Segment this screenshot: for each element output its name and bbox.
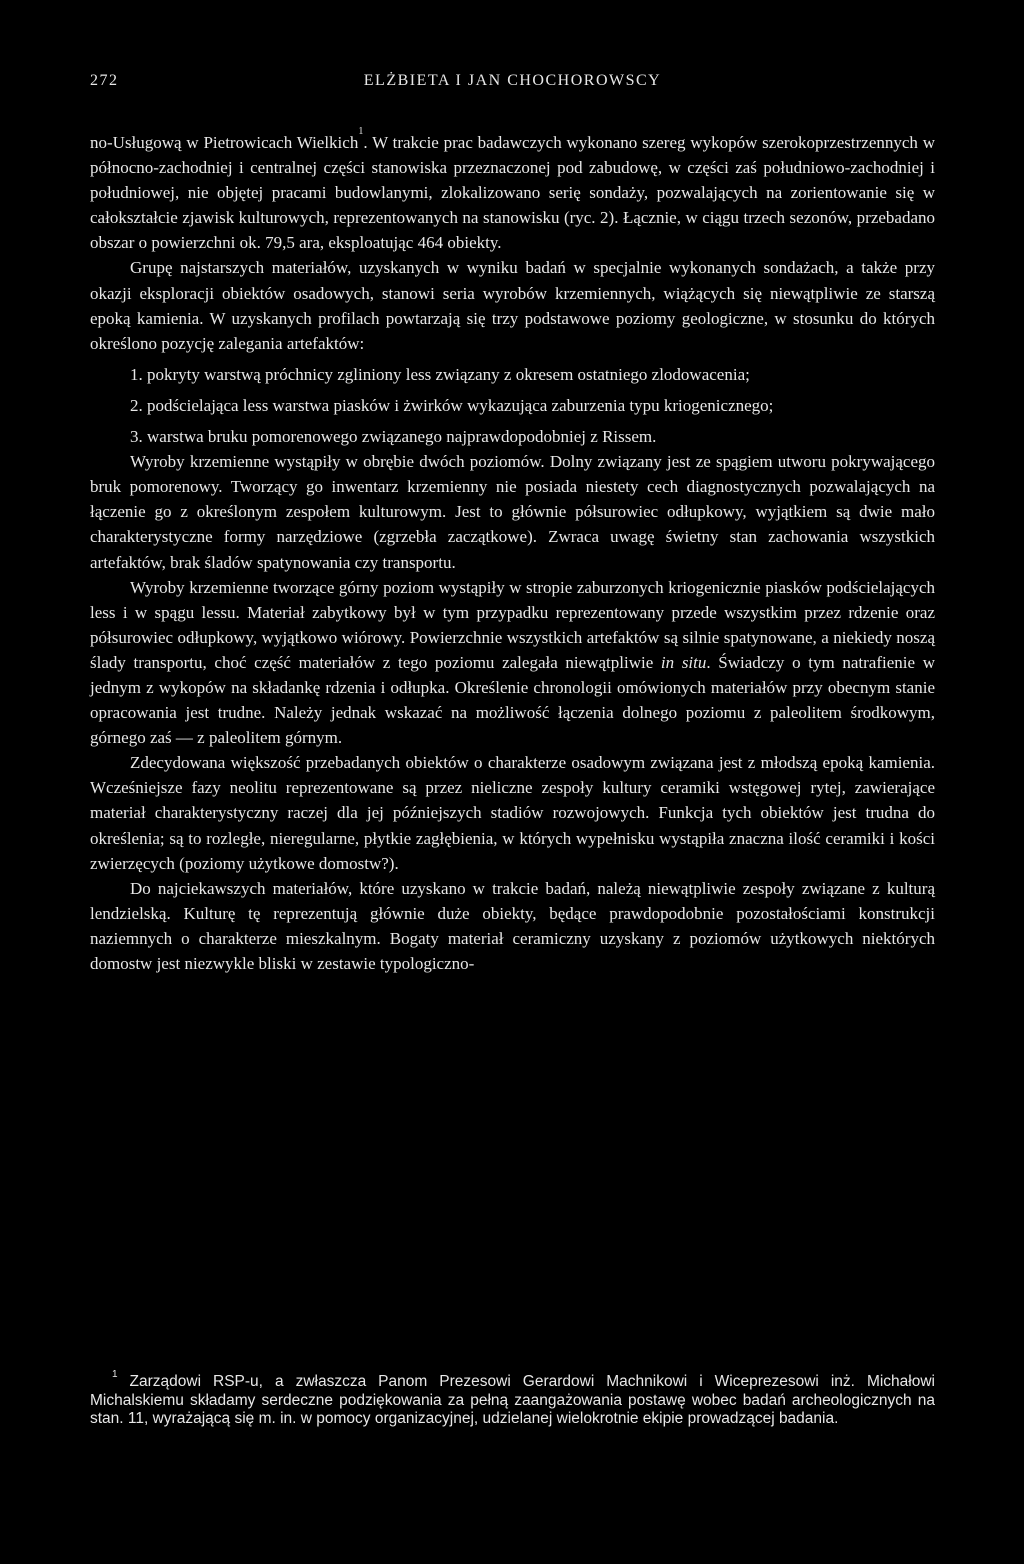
- paragraph: Wyroby krzemienne wystąpiły w obrębie dwóch poziomów. Dolny związany jest ze spągiem utworu pokrywającego bruk pomorenowy. Tworzący go inwentarz krzemienny nie posiada niestety cech diagnostycznych pozwalających na łączenie go z określonym zespołem kulturowym. Jest to głównie półsurowiec odłupkowy, wyjątkiem są dwie mało charakterystyczne formy narzędziowe (zgrzebła zaczątkowe). Zwraca uwagę świetny stan zachowania wszystkich artefaktów, brak śladów spatynowania czy transportu.: [90, 452, 935, 572]
- paragraph: Grupę najstarszych materiałów, uzyskanych w wyniku badań w specjalnie wykonanych sondażach, a także przy okazji eksploracji obiektów osadowych, stanowi seria wyrobów krzemiennych, wiążących się niewątpliwie ze starszą epoką kamienia. W uzyskanych profilach powtarzają się trzy podstawowe poziomy geologiczne, w stosunku do których określono pozycję zalegania artefaktów:: [90, 258, 935, 353]
- italic-term: in situ: [660, 652, 707, 672]
- paragraph: Zdecydowana większość przebadanych obiektów o charakterze osadowym związana jest z młodszą epoką kamienia. Wcześniejsze fazy neolitu reprezentowane są przez nieliczne zespoły kultury ceramiki wstęgowej rytej, zawierające materiał charakterystyczny raczej dla jej późniejszych stadiów rozwojowych. Funkcja tych obiektów jest trudna do określenia; są to rozległe, nieregularne, płytkie zagłębienia, w których wypełnisku wystąpiła znaczna ilość ceramiki i kości zwierzęcych (poziomy użytkowe domostw?).: [90, 753, 935, 873]
- footnotes: [90, 1369, 935, 1429]
- page-header: [90, 72, 935, 102]
- paragraph: Do najciekawszych materiałów, które uzyskano w trakcie badań, należą niewątpliwie zespoły związane z kulturą lendzielską. Kulturę tę reprezentują głównie duże obiekty, będące prawdopodobnie pozostałościami konstrukcji naziemnych o charakterze mieszkalnym. Bogaty materiał ceramiczny uzyskany z poziomów użytkowych niektórych domostw jest niezwykle bliski w zestawie typologiczno-: [90, 878, 935, 973]
- body-text: [90, 126, 935, 976]
- list-item: 1. pokryty warstwą próchnicy zgliniony less związany z okresem ostatniego zlodowacenia;: [130, 364, 750, 384]
- paragraph: Wyroby krzemienne tworzące górny poziom wystąpiły w stropie zaburzonych kriogenicznie piasków podścielających less i w spągu lessu. Materiał zabytkowy był w tym przypadku reprezentowany przede wszystkim przez rdzenie oraz półsurowiec odłupkowy, wyjątkowo wiórowy. Powierzchnie wszystkich artefaktów są silnie spatynowane, a niekiedy noszą ślady transportu, choć część materiałów z tego poziomu zalegała niewątpliwie in situ. Świadczy o tym natrafienie w jednym z wykopów na składankę rdzenia i odłupka. Określenie chronologii omówionych materiałów przy obecnym stanie opracowania jest trudne. Należy jednak wskazać na możliwość łączenia dolnego poziomu z paleolitem środkowym, górnego zaś — z paleolitem górnym.: [90, 577, 935, 748]
- footnote-marker: 1: [112, 1369, 118, 1380]
- footnote: [90, 1369, 935, 1429]
- list-item: 2. podścielająca less warstwa piasków i żwirków wykazująca zaburzenia typu kriogenicznego;: [130, 395, 774, 415]
- page-number: 272: [90, 72, 119, 89]
- paragraph: no-Usługową w Pietrowicach Wielkich$^1$. W trakcie prac badawczych wykonano szereg wykopów szerokoprzestrzennych w północno-zachodniej i centralnej części stanowiska przeznaczonej pod zabudowę, w części zaś południowo-zachodniej i południowej, nie objętej pracami budowlanymi, zlokalizowano serię sondaży, pozwalających na zorientowanie się w całokształcie zjawisk kulturowych, reprezentowanych na stanowisku (ryc. 2). Łącznie, w ciągu trzech sezonów, przebadano obszar o powierzchni ok. 79,5 ara, eksploatując 464 obiekty.: [90, 126, 935, 253]
- footnote-text: Zarządowi RSP-u, a zwłaszcza Panom Prezesowi Gerardowi Machnikowi i Wiceprezesowi inż. Michałowi Michalskiemu składamy serdeczne podziękowania za pełną zaangażowania postawę wobec badań archeologicznych na stan. 11, wyrażającą się m. in. w pomocy organizacyjnej, udzielanej wielokrotnie ekipie prowadzącej badania.: [90, 1373, 935, 1428]
- list-item: 3. warstwa bruku pomorenowego związanego najprawdopodobniej z Rissem.: [130, 427, 657, 447]
- running-head: ELŻBIETA I JAN CHOCHOROWSCY: [363, 72, 662, 89]
- footnote-reference: 1: [358, 126, 364, 137]
